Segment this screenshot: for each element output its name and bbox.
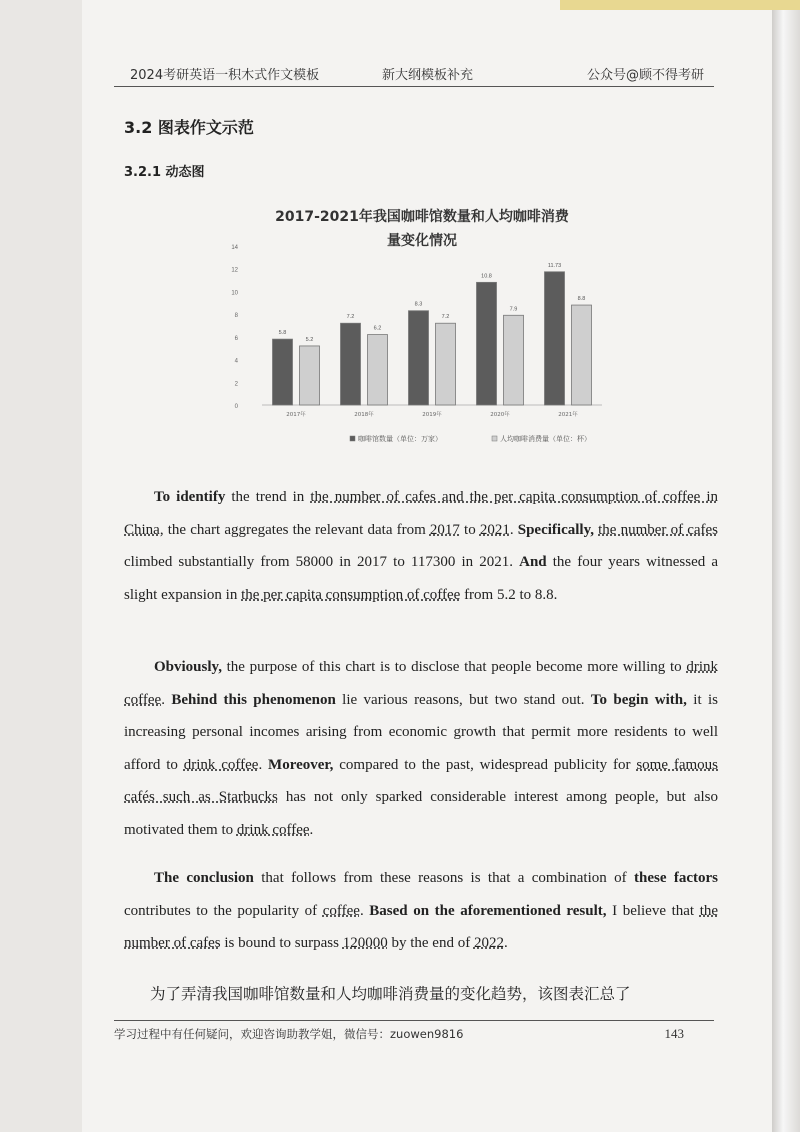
bar <box>273 339 293 405</box>
x-tick-label: 2020年 <box>490 412 510 418</box>
p2-text: drink coffee <box>183 756 259 773</box>
p2-text: has not only sparked considerable interest among people, but also motivated them to <box>124 789 718 838</box>
y-tick-label: 2 <box>234 381 238 388</box>
section-title: 3.2 图表作文示范 <box>124 118 254 137</box>
chart-title-line1: 2017-2021年我国咖啡馆数量和人均咖啡消费 <box>275 209 569 225</box>
p1-text: from 5.2 to 8.8. <box>460 586 558 603</box>
p1-text: the four years witnessed a slight expansion in <box>124 554 718 603</box>
bar-chart <box>222 238 622 453</box>
y-tick-label: 8 <box>234 313 238 320</box>
p2-text: . <box>161 691 172 708</box>
bar-value-label: 5.2 <box>305 336 314 343</box>
bar-value-label: 5.8 <box>278 330 287 337</box>
p2-text: compared to the past, widespread publicity for <box>333 756 637 773</box>
p3-text: I believe that <box>606 902 700 919</box>
p3-text: 120000 <box>342 935 388 951</box>
p3-text: coffee <box>322 902 360 919</box>
chinese-translation-line: 为了弄清我国咖啡馆数量和人均咖啡消费量的变化趋势，该图表汇总了 <box>150 985 631 1003</box>
paragraph-1 <box>124 481 718 611</box>
paragraph-3 <box>124 862 718 960</box>
p3-text: 2022 <box>473 935 504 951</box>
bar <box>545 272 565 405</box>
p1-text: 2021 <box>479 521 510 538</box>
p2-text: Obviously, <box>154 659 222 675</box>
page-number: 143 <box>664 1026 684 1041</box>
bar-value-label: 11.73 <box>547 262 562 269</box>
p3-text: these factors <box>634 870 718 886</box>
subsection-title: 3.2.1 动态图 <box>124 165 205 180</box>
header-center-title: 新大纲模板补充 <box>382 68 474 83</box>
p3-text: The conclusion <box>154 870 254 886</box>
bar-value-label: 8.8 <box>577 296 586 303</box>
y-tick-label: 4 <box>234 358 238 365</box>
bar <box>572 305 592 405</box>
p1-text: , the chart aggregates the relevant data from <box>159 521 430 538</box>
p1-text: the number of cafes <box>598 521 719 538</box>
p1-text: the trend in <box>225 489 311 505</box>
bar-value-label: 7.9 <box>509 306 518 313</box>
p3-text: . <box>503 935 508 951</box>
p2-text: . <box>258 756 269 773</box>
page-footer <box>114 1026 714 1044</box>
x-tick-label: 2018年 <box>354 412 374 418</box>
footer-divider <box>114 1020 714 1021</box>
p2-text: drink coffee <box>236 821 310 838</box>
sticky-tab <box>560 0 800 10</box>
legend-label: 咖啡馆数量（单位：万家） <box>358 435 442 443</box>
paragraph-2 <box>124 651 718 846</box>
p1-text: To identify <box>154 489 226 505</box>
y-tick-label: 6 <box>234 335 238 342</box>
bar <box>341 323 361 405</box>
p2-text: it is increasing personal incomes arising from economic growth that permit more residents to well afford to <box>124 691 718 773</box>
p2-text: some famous cafés such as Starbucks <box>124 756 718 805</box>
bar-value-label: 10.8 <box>481 273 492 280</box>
bar <box>436 323 456 405</box>
x-tick-label: 2019年 <box>422 412 442 418</box>
p2-text: Moreover, <box>268 756 334 773</box>
bar <box>300 346 320 405</box>
p2-text: Behind this phenomenon <box>171 691 336 708</box>
p1-text: the per capita consumption of coffee <box>241 586 461 603</box>
x-tick-label: 2021年 <box>558 412 578 418</box>
p1-text: And <box>519 554 547 570</box>
y-tick-label: 12 <box>231 267 238 274</box>
x-tick-label: 2017年 <box>286 412 306 418</box>
legend-swatch <box>492 436 497 441</box>
header-right-title: 公众号@顾不得考研 <box>586 68 704 83</box>
y-tick-label: 14 <box>231 245 238 251</box>
p1-text: the number of cafes and the per capita consumption of coffee in China <box>124 489 719 538</box>
page-edge <box>772 0 800 1132</box>
legend-label: 人均咖啡消费量（单位：杯） <box>500 435 591 443</box>
chart-title-line2: 量变化情况 <box>387 233 457 249</box>
p3-text: contributes to the popularity of <box>124 902 323 919</box>
header-divider <box>114 86 714 87</box>
p2-text: . <box>309 821 314 838</box>
bar <box>477 282 497 405</box>
p3-text: Based on the aforementioned result, <box>369 902 607 919</box>
p2-text: lie various reasons, but two stand out. <box>335 691 591 708</box>
p1-text: climbed substantially from 58000 in 2017 to 117300 in 2021. <box>124 554 520 570</box>
p1-text: Specifically, <box>517 521 594 538</box>
bar-value-label: 7.2 <box>346 314 355 321</box>
bar <box>409 311 429 405</box>
p1-text: to <box>459 521 480 538</box>
p3-text: . <box>359 902 370 919</box>
p3-text: the number of cafes <box>124 902 719 951</box>
header-left-title: 2024考研英语一积木式作文模板 <box>130 68 320 83</box>
y-tick-label: 0 <box>234 404 238 410</box>
bar-value-label: 8.3 <box>414 301 423 308</box>
bar <box>368 335 388 405</box>
p3-text: by the end of <box>387 935 474 951</box>
p1-text: 2017 <box>429 521 460 538</box>
p2-text: the purpose of this chart is to disclose that people become more willing to <box>221 659 687 675</box>
p2-text: drink coffee <box>124 659 718 708</box>
document-page <box>82 0 772 1132</box>
p1-text: . <box>509 521 518 538</box>
p3-text: is bound to surpass <box>220 935 343 951</box>
p2-text: To begin with, <box>590 691 687 708</box>
y-tick-label: 10 <box>231 290 238 297</box>
legend-swatch <box>350 436 355 441</box>
p3-text: that follows from these reasons is that a combination of <box>253 870 634 886</box>
page-header <box>114 64 714 86</box>
bar-value-label: 6.2 <box>373 325 382 332</box>
footer-contact-text: 学习过程中有任何疑问，欢迎咨询助教学姐，微信号：zuowen9816 <box>114 1027 464 1041</box>
bar <box>504 315 524 405</box>
bar-value-label: 7.2 <box>441 314 450 321</box>
